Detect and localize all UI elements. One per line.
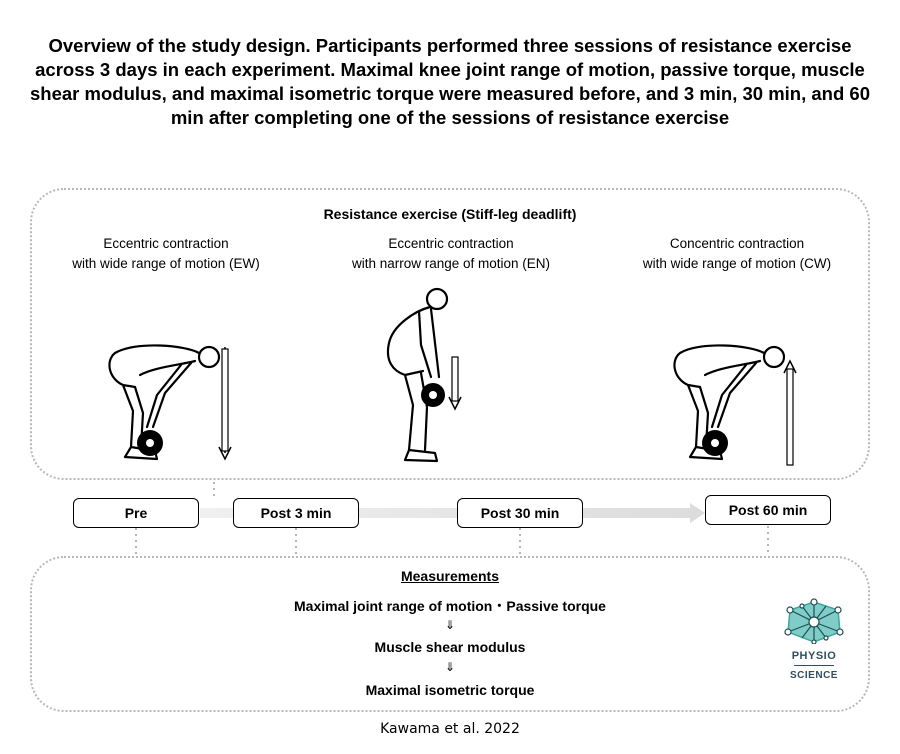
network-logo-icon — [784, 598, 844, 644]
condition-en-label: Eccentric contraction with narrow range of motion (EN) — [351, 236, 551, 271]
down-arrow-icon: ⇓ — [444, 618, 456, 632]
measurement-isometric-torque: Maximal isometric torque — [365, 682, 535, 698]
figure-title: Overview of the study design. Participants performed three sessions of resistance exercise across 3 days in each experiment. Maximal knee joint range of motion, passive torque, muscle shear modulus, and maximal isometric torque were measured before, and 3 min, 30 min, and 60 min after completing one of the sessions of resistance exercise — [30, 35, 870, 128]
timepoint-pre: Pre — [73, 498, 199, 528]
measurements-title: Measurements — [400, 568, 500, 584]
condition-ew-label: Eccentric contraction with wide range of motion (EW) — [72, 236, 260, 271]
logo-text-science: SCIENCE — [790, 670, 838, 681]
down-arrow-icon: ⇓ — [444, 660, 456, 674]
measurement-shear-modulus: Muscle shear modulus — [374, 639, 526, 655]
timepoint-post-60-min: Post 60 min — [705, 495, 831, 525]
measurement-rom-passive-torque: Maximal joint range of motion・Passive torque — [294, 598, 606, 614]
physio-science-logo — [772, 598, 856, 683]
logo-text-physio: PHYSIO — [791, 650, 837, 662]
timepoint-post-30-min: Post 30 min — [457, 498, 583, 528]
exercise-title: Resistance exercise (Stiff-leg deadlift) — [323, 206, 577, 222]
citation: Kawama et al. 2022 — [380, 721, 520, 737]
logo-divider — [794, 665, 834, 666]
timepoint-post-3-min: Post 3 min — [233, 498, 359, 528]
condition-cw-label: Concentric contraction with wide range of motion (CW) — [642, 236, 832, 271]
